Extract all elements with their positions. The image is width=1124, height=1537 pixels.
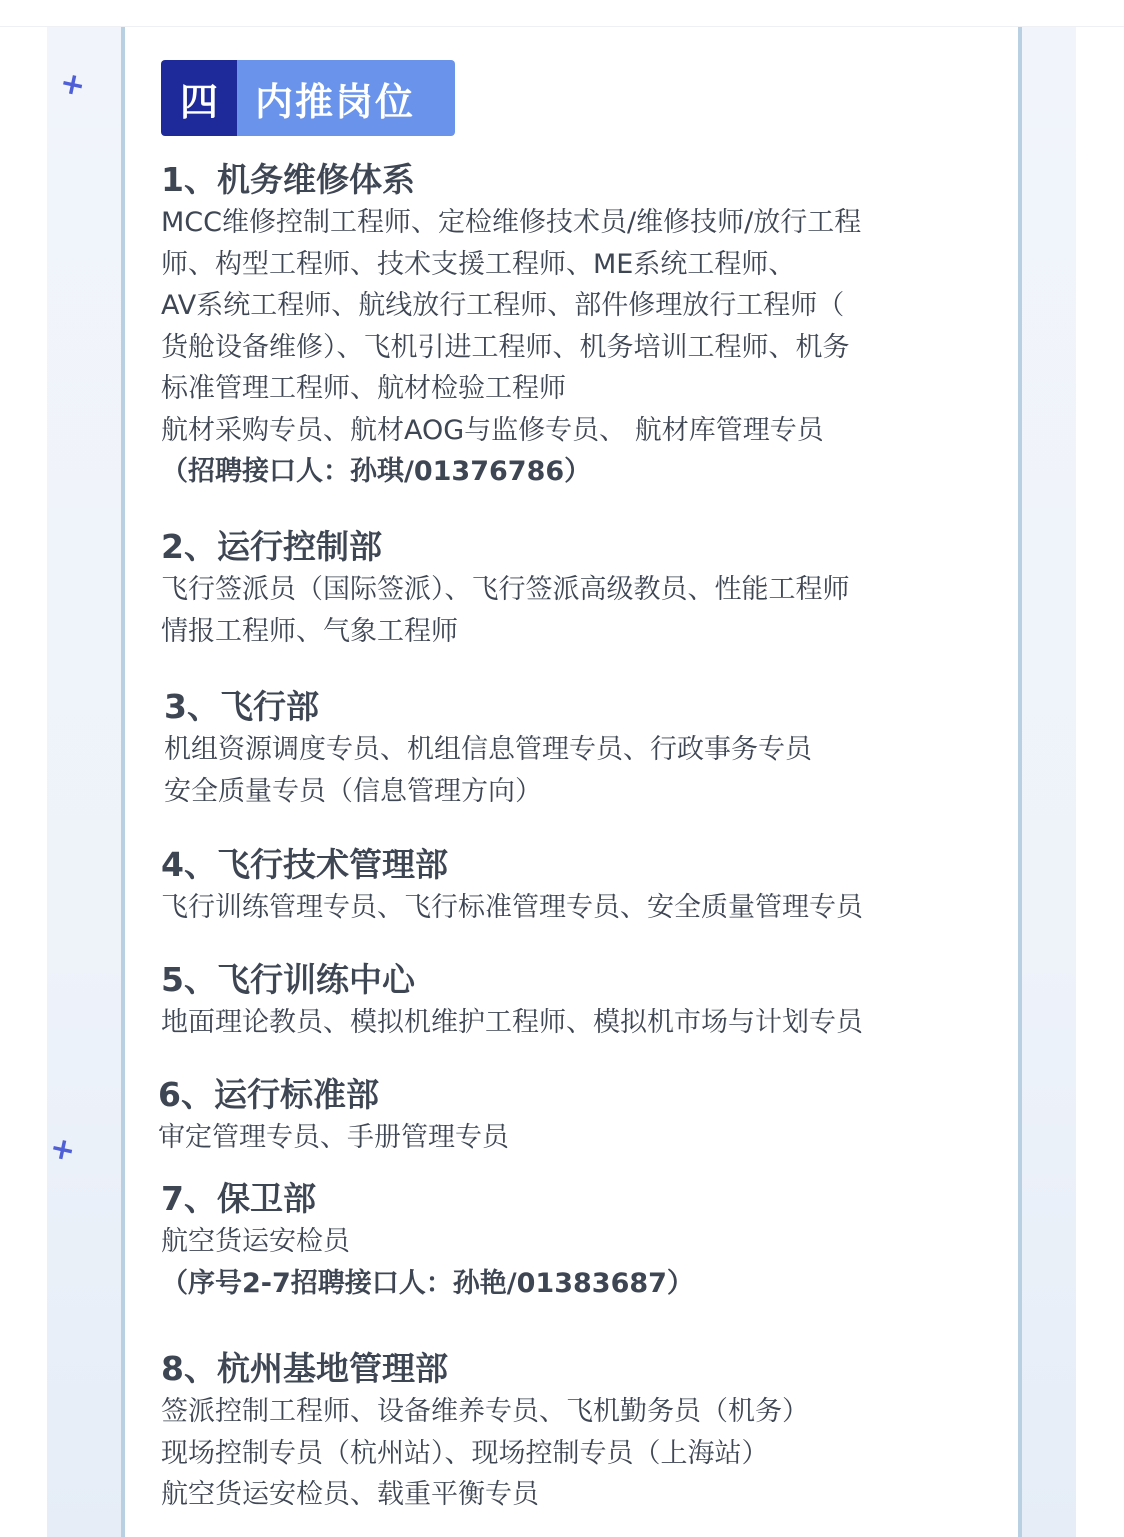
- position-line: 航空货运安检员: [161, 1226, 350, 1257]
- position-line: 审定管理专员、手册管理专员: [158, 1122, 509, 1153]
- sparkle-icon: +: [56, 64, 89, 105]
- section-hangzhou-base: [161, 1347, 981, 1516]
- section-header-badge: [161, 60, 455, 136]
- section-title: 1、机务维修体系: [161, 160, 415, 199]
- section-flight-training: [161, 958, 981, 1044]
- contact-line: （序号2-7招聘接口人：孙艳/01383687）: [161, 1267, 694, 1299]
- section-maintenance: [161, 158, 981, 493]
- position-line: 机组资源调度专员、机组信息管理专员、行政事务专员: [164, 734, 812, 765]
- position-line: 飞行训练管理专员、飞行标准管理专员、安全质量管理专员: [161, 892, 863, 923]
- section-flight-department: [164, 685, 984, 812]
- position-line: 飞行签派员（国际签派）、飞行签派高级教员、性能工程师: [161, 574, 850, 605]
- section-operations-control: [161, 525, 981, 652]
- position-line: 安全质量专员（信息管理方向）: [164, 775, 542, 807]
- top-strip: [0, 0, 1124, 27]
- position-line: 地面理论教员、模拟机维护工程师、模拟机市场与计划专员: [161, 1007, 863, 1038]
- position-line: 情报工程师、气象工程师: [161, 615, 458, 647]
- contact-line: （招聘接口人：孙琪/01376786）: [161, 456, 592, 487]
- header-title: 内推岗位: [237, 60, 455, 136]
- section-title: 4、飞行技术管理部: [161, 845, 448, 884]
- position-line: 航空货运安检员、载重平衡专员: [161, 1479, 539, 1510]
- position-line: AV系统工程师、航线放行工程师、部件修理放行工程师（: [161, 290, 845, 321]
- header-number: 四: [161, 60, 237, 136]
- section-title: 3、飞行部: [164, 687, 319, 726]
- section-security: [161, 1177, 981, 1304]
- position-line: 货舱设备维修）、飞机引进工程师、机务培训工程师、机务: [161, 331, 850, 363]
- position-line: 师、构型工程师、技术支援工程师、ME系统工程师、: [161, 248, 796, 280]
- section-title: 6、运行标准部: [158, 1075, 379, 1114]
- position-line: 签派控制工程师、设备维养专员、飞机勤务员（机务）: [161, 1396, 809, 1427]
- section-flight-technical: [161, 843, 981, 929]
- sparkle-icon: +: [46, 1129, 79, 1170]
- position-line: MCC维修控制工程师、定检维修技术员/维修技师/放行工程: [161, 207, 862, 238]
- position-line: 航材采购专员、航材AOG与监修专员、 航材库管理专员: [161, 414, 824, 446]
- position-line: 现场控制专员（杭州站）、现场控制专员（上海站）: [161, 1437, 769, 1469]
- section-title: 5、飞行训练中心: [161, 960, 415, 999]
- section-title: 8、杭州基地管理部: [161, 1349, 448, 1388]
- position-line: 标准管理工程师、航材检验工程师: [161, 373, 566, 404]
- section-title: 2、运行控制部: [161, 527, 382, 566]
- section-title: 7、保卫部: [161, 1179, 316, 1218]
- section-operations-standards: [158, 1073, 978, 1159]
